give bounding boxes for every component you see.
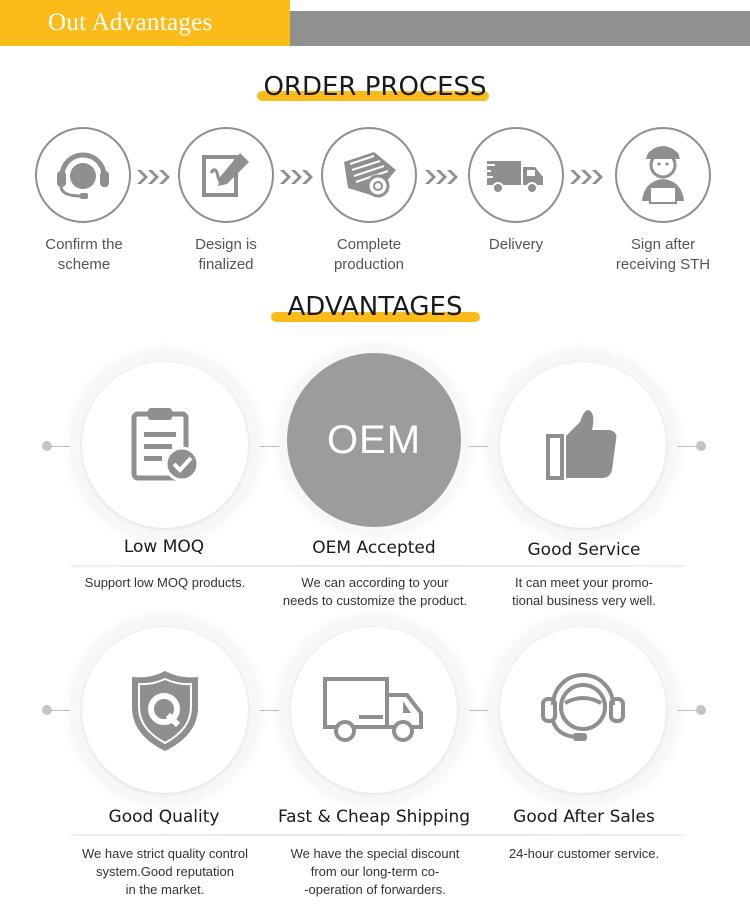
step-complete-production (321, 127, 417, 223)
advantage-after-sales-circle (488, 615, 678, 805)
advantage-shipping-circle (279, 615, 469, 805)
advantage-desc-shipping: We have the special discount from our long-term co- -operation of forwarders. (290, 846, 460, 897)
advantage-desc-after-sales: 24-hour customer service. (508, 846, 660, 861)
step-label-delivery: Delivery (488, 236, 544, 253)
process-arrows-3 (424, 168, 460, 186)
advantage-desc-good-service: It can meet your promo- tional business very well. (512, 575, 656, 608)
step-label-sign: Sign after receiving STH (615, 236, 711, 273)
design-pen-icon (194, 143, 258, 207)
oem-badge-text: OEM (326, 417, 422, 462)
row1-right-dot (696, 441, 706, 451)
headset-icon (48, 140, 118, 210)
advantage-name-oem: OEM Accepted (312, 538, 436, 558)
process-arrows-4 (569, 168, 605, 186)
order-process-heading (0, 72, 750, 102)
quality-shield-icon (120, 665, 210, 755)
advantage-name-good-service: Good Service (527, 540, 641, 560)
advantage-name-low-moq: Low MOQ (123, 537, 205, 557)
advantage-name-good-quality: Good Quality (108, 807, 220, 827)
thumbs-up-icon (538, 400, 628, 490)
step-design-finalized (178, 127, 274, 223)
order-process-title: ORDER PROCESS (263, 72, 487, 102)
step-label-production: Complete production (333, 236, 405, 273)
header-bar (0, 0, 750, 46)
support-headset-icon (533, 665, 633, 755)
advantage-name-shipping: Fast & Cheap Shipping (277, 807, 471, 827)
header-title: Out Advantages (48, 9, 213, 36)
row1-divider (70, 565, 685, 567)
process-arrows-1 (136, 168, 172, 186)
row2-divider (70, 834, 685, 836)
advantages-title: ADVANTAGES (287, 292, 463, 322)
header-gray-band (284, 11, 750, 46)
step-confirm-scheme (35, 127, 131, 223)
row2-right-dot (696, 705, 706, 715)
advantages-heading (0, 292, 750, 322)
advantage-desc-good-quality: We have strict quality control system.Good reputation in the market. (82, 846, 248, 897)
step-sign-receipt (615, 127, 711, 223)
advantage-name-after-sales: Good After Sales (513, 807, 655, 827)
advantage-low-moq-circle (70, 350, 260, 540)
step-label-design: Design is finalized (195, 236, 257, 273)
step-label-confirm: Confirm the scheme (45, 236, 123, 273)
fabric-roll-icon (334, 140, 404, 210)
clipboard-check-icon (120, 400, 210, 490)
advantage-oem-circle (279, 345, 469, 535)
shipping-truck-icon (319, 665, 429, 755)
advantage-good-service-circle (488, 350, 678, 540)
advantage-desc-low-moq: Support low MOQ products. (84, 575, 246, 590)
process-arrows-2 (279, 168, 315, 186)
advantage-desc-oem: We can according to your needs to customize the product. (282, 575, 468, 608)
step-delivery (468, 127, 564, 223)
courier-icon (626, 135, 700, 215)
advantage-good-quality-circle (70, 615, 260, 805)
delivery-truck-icon (481, 145, 551, 205)
